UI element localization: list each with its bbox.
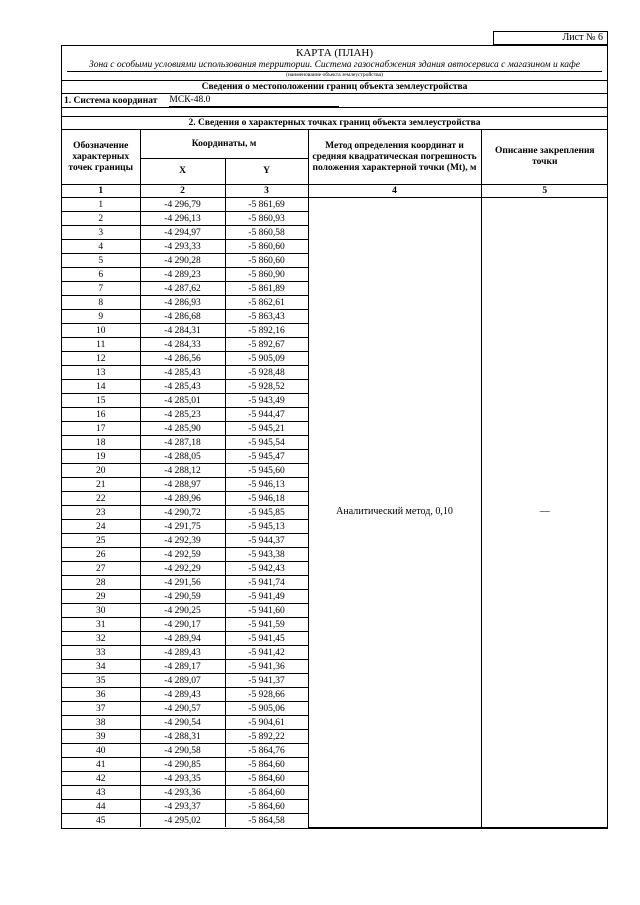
x-coord-cell: -4 286,93 — [140, 296, 225, 310]
y-coord-cell: -5 943,38 — [225, 548, 308, 562]
x-coord-cell: -4 296,79 — [140, 198, 225, 212]
point-id-cell: 13 — [62, 366, 140, 380]
y-coord-cell: -5 946,13 — [225, 478, 308, 492]
y-coord-cell: -5 864,60 — [225, 800, 308, 814]
y-coord-cell: -5 864,60 — [225, 786, 308, 800]
x-coord-cell: -4 290,17 — [140, 618, 225, 632]
description-cell: — — [481, 198, 608, 828]
x-coord-cell: -4 285,43 — [140, 380, 225, 394]
x-coord-cell: -4 292,59 — [140, 548, 225, 562]
x-coord-cell: -4 290,72 — [140, 506, 225, 520]
x-coord-cell: -4 291,56 — [140, 576, 225, 590]
x-coord-cell: -4 287,62 — [140, 282, 225, 296]
x-coord-cell: -4 289,96 — [140, 492, 225, 506]
col-y-header: Y — [225, 159, 308, 185]
point-id-cell: 5 — [62, 254, 140, 268]
point-id-cell: 44 — [62, 800, 140, 814]
y-coord-cell: -5 942,43 — [225, 562, 308, 576]
y-coord-cell: -5 928,66 — [225, 688, 308, 702]
y-coord-cell: -5 860,60 — [225, 254, 308, 268]
y-coord-cell: -5 860,93 — [225, 212, 308, 226]
y-coord-cell: -5 928,52 — [225, 380, 308, 394]
x-coord-cell: -4 290,57 — [140, 702, 225, 716]
object-name-caption: (наименование объекта землеустройства) — [67, 71, 602, 80]
x-coord-cell: -4 287,18 — [140, 436, 225, 450]
y-coord-cell: -5 945,60 — [225, 464, 308, 478]
y-coord-cell: -5 905,06 — [225, 702, 308, 716]
x-coord-cell: -4 288,97 — [140, 478, 225, 492]
y-coord-cell: -5 944,47 — [225, 408, 308, 422]
y-coord-cell: -5 941,60 — [225, 604, 308, 618]
x-coord-cell: -4 290,59 — [140, 590, 225, 604]
x-coord-cell: -4 290,28 — [140, 254, 225, 268]
point-id-cell: 14 — [62, 380, 140, 394]
point-id-cell: 6 — [62, 268, 140, 282]
point-id-cell: 38 — [62, 716, 140, 730]
point-id-cell: 12 — [62, 352, 140, 366]
point-id-cell: 4 — [62, 240, 140, 254]
x-coord-cell: -4 288,05 — [140, 450, 225, 464]
x-coord-cell: -4 288,31 — [140, 730, 225, 744]
x-coord-cell: -4 284,33 — [140, 338, 225, 352]
x-coord-cell: -4 293,35 — [140, 772, 225, 786]
x-coord-cell: -4 285,43 — [140, 366, 225, 380]
y-coord-cell: -5 860,90 — [225, 268, 308, 282]
point-id-cell: 19 — [62, 450, 140, 464]
x-coord-cell: -4 286,68 — [140, 310, 225, 324]
x-coord-cell: -4 285,01 — [140, 394, 225, 408]
y-coord-cell: -5 861,89 — [225, 282, 308, 296]
col-method-header: Метод определения координат и средняя квадратическая погрешность положения характерной точки (Mt), м — [308, 130, 481, 185]
x-coord-cell: -4 290,54 — [140, 716, 225, 730]
point-id-cell: 37 — [62, 702, 140, 716]
points-table — [62, 129, 608, 828]
y-coord-cell: -5 945,47 — [225, 450, 308, 464]
coordinate-system-label: 1. Система координат — [64, 96, 158, 106]
y-coord-cell: -5 863,43 — [225, 310, 308, 324]
x-coord-cell: -4 295,02 — [140, 814, 225, 828]
col-number: 5 — [481, 185, 608, 198]
y-coord-cell: -5 944,37 — [225, 534, 308, 548]
y-coord-cell: -5 945,21 — [225, 422, 308, 436]
y-coord-cell: -5 946,18 — [225, 492, 308, 506]
sheet-number: Лист № 6 — [493, 31, 608, 45]
y-coord-cell: -5 945,13 — [225, 520, 308, 534]
y-coord-cell: -5 941,59 — [225, 618, 308, 632]
y-coord-cell: -5 860,60 — [225, 240, 308, 254]
col-number: 2 — [140, 185, 225, 198]
point-id-cell: 29 — [62, 590, 140, 604]
point-id-cell: 24 — [62, 520, 140, 534]
point-id-cell: 41 — [62, 758, 140, 772]
x-coord-cell: -4 292,39 — [140, 534, 225, 548]
y-coord-cell: -5 941,36 — [225, 660, 308, 674]
map-title: КАРТА (ПЛАН) — [295, 47, 374, 59]
y-coord-cell: -5 928,48 — [225, 366, 308, 380]
y-coord-cell: -5 860,58 — [225, 226, 308, 240]
x-coord-cell: -4 290,25 — [140, 604, 225, 618]
y-coord-cell: -5 864,58 — [225, 814, 308, 828]
x-coord-cell: -4 289,43 — [140, 646, 225, 660]
x-coord-cell: -4 286,56 — [140, 352, 225, 366]
y-coord-cell: -5 862,61 — [225, 296, 308, 310]
x-coord-cell: -4 294,97 — [140, 226, 225, 240]
point-id-cell: 43 — [62, 786, 140, 800]
x-coord-cell: -4 293,36 — [140, 786, 225, 800]
col-number: 3 — [225, 185, 308, 198]
x-coord-cell: -4 289,17 — [140, 660, 225, 674]
y-coord-cell: -5 892,16 — [225, 324, 308, 338]
x-coord-cell: -4 289,07 — [140, 674, 225, 688]
point-id-cell: 35 — [62, 674, 140, 688]
point-id-cell: 10 — [62, 324, 140, 338]
y-coord-cell: -5 864,60 — [225, 772, 308, 786]
x-coord-cell: -4 290,85 — [140, 758, 225, 772]
col-number: 1 — [62, 185, 140, 198]
x-coord-cell: -4 290,58 — [140, 744, 225, 758]
y-coord-cell: -5 864,76 — [225, 744, 308, 758]
point-id-cell: 33 — [62, 646, 140, 660]
point-id-cell: 18 — [62, 436, 140, 450]
point-id-cell: 39 — [62, 730, 140, 744]
x-coord-cell: -4 292,29 — [140, 562, 225, 576]
y-coord-cell: -5 904,61 — [225, 716, 308, 730]
point-id-cell: 22 — [62, 492, 140, 506]
y-coord-cell: -5 892,22 — [225, 730, 308, 744]
point-id-cell: 31 — [62, 618, 140, 632]
point-id-cell: 40 — [62, 744, 140, 758]
point-id-cell: 8 — [62, 296, 140, 310]
point-id-cell: 26 — [62, 548, 140, 562]
y-coord-cell: -5 941,42 — [225, 646, 308, 660]
point-id-cell: 30 — [62, 604, 140, 618]
col-number: 4 — [308, 185, 481, 198]
point-id-cell: 36 — [62, 688, 140, 702]
col-point-header: Обозначение характерных точек границы — [62, 130, 140, 185]
point-id-cell: 2 — [62, 212, 140, 226]
y-coord-cell: -5 892,67 — [225, 338, 308, 352]
x-coord-cell: -4 285,90 — [140, 422, 225, 436]
y-coord-cell: -5 864,60 — [225, 758, 308, 772]
coordinate-system-value: МСК-48.0 — [169, 95, 339, 107]
point-id-cell: 17 — [62, 422, 140, 436]
object-name: Зона с особыми условиями использования территории. Система газоснабжения здания автосервиса с магазином и кафе — [88, 60, 581, 70]
point-id-cell: 34 — [62, 660, 140, 674]
x-coord-cell: -4 291,75 — [140, 520, 225, 534]
y-coord-cell: -5 941,49 — [225, 590, 308, 604]
point-id-cell: 28 — [62, 576, 140, 590]
document-frame — [61, 45, 608, 829]
point-id-cell: 21 — [62, 478, 140, 492]
points-table-body — [62, 198, 608, 828]
x-coord-cell: -4 293,33 — [140, 240, 225, 254]
point-id-cell: 9 — [62, 310, 140, 324]
spacer-row — [62, 107, 607, 116]
point-id-cell: 23 — [62, 506, 140, 520]
x-coord-cell: -4 289,94 — [140, 632, 225, 646]
col-coords-header: Координаты, м — [140, 130, 308, 159]
y-coord-cell: -5 905,09 — [225, 352, 308, 366]
point-id-cell: 25 — [62, 534, 140, 548]
x-coord-cell: -4 285,23 — [140, 408, 225, 422]
method-cell: Аналитический метод, 0,10 — [308, 198, 481, 828]
x-coord-cell: -4 289,43 — [140, 688, 225, 702]
coordinate-system-row — [62, 93, 607, 107]
point-id-cell: 45 — [62, 814, 140, 828]
y-coord-cell: -5 943,49 — [225, 394, 308, 408]
y-coord-cell: -5 941,37 — [225, 674, 308, 688]
point-id-cell: 27 — [62, 562, 140, 576]
y-coord-cell: -5 945,54 — [225, 436, 308, 450]
x-coord-cell: -4 293,37 — [140, 800, 225, 814]
point-id-cell: 7 — [62, 282, 140, 296]
col-x-header: X — [140, 159, 225, 185]
section-location-title: Сведения о местоположении границ объекта землеустройства — [62, 80, 607, 93]
point-id-cell: 20 — [62, 464, 140, 478]
point-id-cell: 16 — [62, 408, 140, 422]
point-id-cell: 11 — [62, 338, 140, 352]
x-coord-cell: -4 296,13 — [140, 212, 225, 226]
point-id-cell: 32 — [62, 632, 140, 646]
col-desc-header: Описание закрепления точки — [481, 130, 608, 185]
x-coord-cell: -4 289,23 — [140, 268, 225, 282]
y-coord-cell: -5 941,45 — [225, 632, 308, 646]
point-id-cell: 1 — [62, 198, 140, 212]
y-coord-cell: -5 945,85 — [225, 506, 308, 520]
y-coord-cell: -5 941,74 — [225, 576, 308, 590]
point-id-cell: 42 — [62, 772, 140, 786]
x-coord-cell: -4 284,31 — [140, 324, 225, 338]
x-coord-cell: -4 288,12 — [140, 464, 225, 478]
section-points-title: 2. Сведения о характерных точках границ объекта землеустройства — [62, 116, 607, 129]
table-row — [62, 198, 608, 212]
y-coord-cell: -5 861,69 — [225, 198, 308, 212]
point-id-cell: 15 — [62, 394, 140, 408]
point-id-cell: 3 — [62, 226, 140, 240]
